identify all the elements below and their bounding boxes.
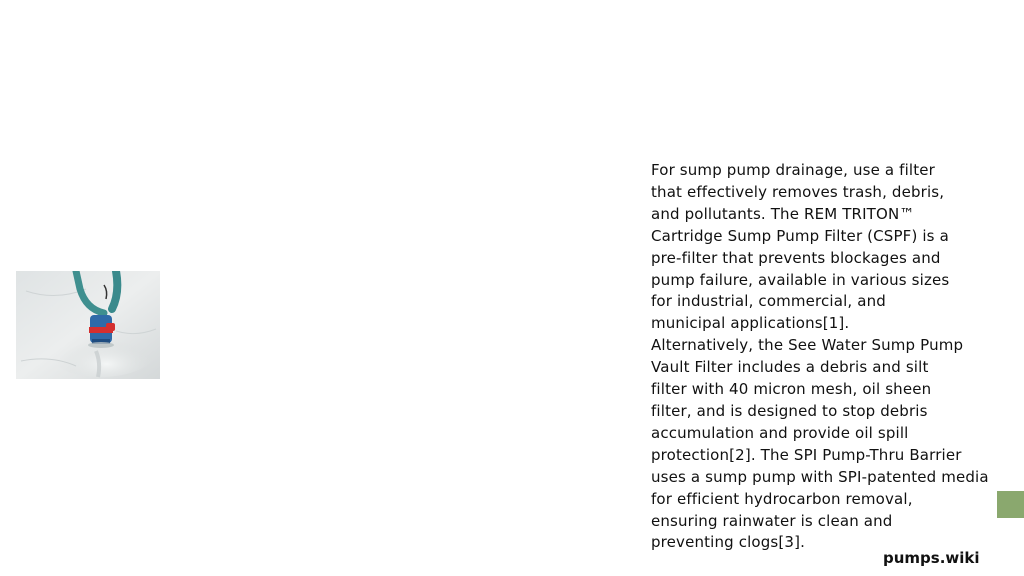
article-text	[651, 160, 999, 554]
article-line: for industrial, commercial, and	[651, 292, 886, 311]
article-line: municipal applications[1].	[651, 314, 850, 333]
article-line: ensuring rainwater is clean and	[651, 511, 893, 530]
article-line: protection[2]. The SPI Pump-Thru Barrier	[651, 445, 962, 464]
sump-pump-photo	[16, 271, 160, 379]
article-line: filter with 40 micron mesh, oil sheen	[651, 380, 932, 399]
article-line: for efficient hydrocarbon removal,	[651, 489, 913, 508]
article-line: preventing clogs[3].	[651, 533, 805, 552]
article-line: filter, and is designed to stop debris	[651, 401, 928, 420]
article-line: pump failure, available in various sizes	[651, 270, 950, 289]
article-line: uses a sump pump with SPI-patented media	[651, 467, 989, 486]
article-line: Cartridge Sump Pump Filter (CSPF) is a	[651, 226, 949, 245]
article-line: that effectively removes trash, debris,	[651, 182, 945, 201]
article-line: pre-filter that prevents blockages and	[651, 248, 941, 267]
site-name: pumps.wiki	[883, 549, 980, 567]
article-line: Vault Filter includes a debris and silt	[651, 358, 929, 377]
article-line: Alternatively, the See Water Sump Pump	[651, 336, 964, 355]
article-line: accumulation and provide oil spill	[651, 423, 909, 442]
accent-square	[997, 491, 1024, 518]
article-line: For sump pump drainage, use a filter	[651, 161, 935, 179]
article-line: and pollutants. The REM TRITON™	[651, 204, 915, 223]
